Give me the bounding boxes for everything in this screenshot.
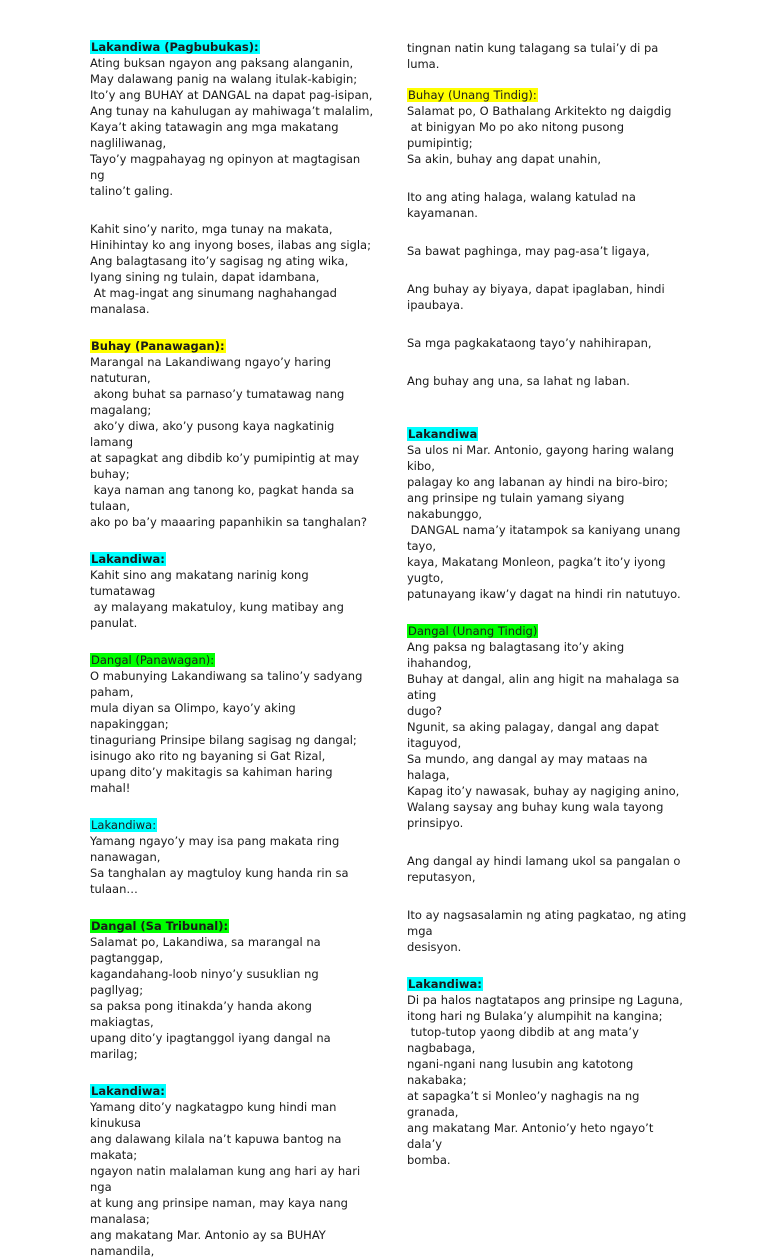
verse-line: Kahit sino’y narito, mga tunay na makata,: [90, 222, 333, 236]
speaker-heading: Buhay (Unang Tindig):: [408, 88, 537, 102]
verse-line: Iyang sining ng tulain, dapat idambana,: [90, 270, 320, 284]
verse-line: tingnan natin kung talagang sa tulai’y di pa luma.: [407, 41, 662, 71]
verse-line: ngayon natin malalaman kung ang hari ay hari nga: [90, 1164, 364, 1194]
stanza-gap: [407, 389, 692, 411]
verse-line: Ang paksa ng balagtasang ito’y aking ihahandog,: [407, 640, 628, 670]
verse-line: nagliliwanag,: [90, 136, 167, 150]
verse-line: Salamat po, O Bathalang Arkitekto ng daigdig: [407, 104, 672, 118]
verse-line: Ang dangal ay hindi lamang ukol sa pangalan o: [407, 854, 681, 868]
verse-line: buhay;: [90, 467, 130, 481]
verse-line: ako po ba’y maaaring papanhikin sa tanghalan?: [90, 515, 368, 529]
verse-line: Ang tunay na kahulugan ay mahiwaga’t malalim,: [90, 104, 374, 118]
stanza-gap: [90, 631, 375, 653]
verse-line: Ang buhay ay biyaya, dapat ipaglaban, hindi: [407, 282, 665, 296]
verse-line: kaya, Makatang Monleon, pagka’t ito’y iyong yugto,: [407, 555, 670, 585]
verse-line: ang dalawang kilala na’t kapuwa bantog na makata;: [90, 1132, 346, 1162]
verse-line: at kung ang prinsipe naman, may kaya nang: [90, 1196, 348, 1210]
stanza-gap: [407, 602, 692, 624]
speaker-heading-row: [90, 552, 375, 567]
verse-line: Tayo’y magpahayag ng opinyon at magtagisan ng: [90, 152, 364, 182]
speaker-heading: Dangal (Sa Tribunal):: [91, 919, 229, 933]
stanza-gap: [407, 72, 692, 88]
verse-line: O mabunying Lakandiwang sa talino’y sadyang: [90, 669, 363, 683]
stanza-gap: [407, 351, 692, 373]
speaker-heading: Dangal (Panawagan):: [91, 653, 215, 667]
stanza-gap: [90, 1062, 375, 1084]
speaker-heading: Buhay (Panawagan):: [91, 339, 225, 353]
verse-line: ngani-ngani nang lusubin ang katotong nakabaka;: [407, 1057, 637, 1087]
speaker-heading-row: [90, 40, 375, 55]
verse-line: at binigyan Mo po ako nitong pusong pumipintig;: [407, 120, 628, 150]
verse-line: kagandahang-loob ninyo’y susuklian ng pagllyag;: [90, 967, 323, 997]
verse-line: Sa mga pagkakataong tayo’y nahihirapan,: [407, 336, 652, 350]
verse-line: tutop-tutop yaong dibdib at ang mata’y nagbabaga,: [407, 1025, 643, 1055]
stanza-gap: [407, 831, 692, 853]
speaker-heading: Lakandiwa: [408, 427, 478, 441]
speaker-heading-row: [90, 339, 375, 354]
speaker-heading-row: [407, 88, 692, 103]
verse-line: akong buhat sa parnaso’y tumatawag nang: [90, 387, 345, 401]
stanza-gap: [407, 313, 692, 335]
verse-line: Ngunit, sa aking palagay, dangal ang dapat itaguyod,: [407, 720, 663, 750]
verse-line: Ito’y ang BUHAY at DANGAL na dapat pag-isipan,: [90, 88, 373, 102]
stanza-gap: [90, 199, 375, 221]
verse-line: ang makatang Mar. Antonio ay sa BUHAY namandila,: [90, 1228, 330, 1258]
verse-line: Ang balagtasang ito’y sagisag ng ating wika,: [90, 254, 349, 268]
verse-line: at sapagka’t si Monleo’y naghagis na ng granada,: [407, 1089, 644, 1119]
verse-line: Kapag ito’y nawasak, buhay ay nagiging anino,: [407, 784, 680, 798]
verse-line: palagay ko ang labanan ay hindi na biro-biro;: [407, 475, 669, 489]
verse-line: Di pa halos nagtatapos ang prinsipe ng Laguna,: [407, 993, 683, 1007]
stanza-gap: [90, 317, 375, 339]
verse-line: isinugo ako rito ng bayaning si Gat Rizal,: [90, 749, 326, 763]
stanza-gap: [407, 167, 692, 189]
verse-line: Yamang ngayo’y may isa pang makata ring: [90, 834, 340, 848]
verse-line: At mag-ingat ang sinumang naghahangad manalasa.: [90, 286, 341, 316]
speaker-heading: Lakandiwa:: [91, 1084, 165, 1098]
stanza-gap: [90, 897, 375, 919]
speaker-heading-row: [90, 919, 375, 934]
speaker-heading-row: [90, 818, 375, 833]
verse-line: Kahit sino ang makatang narinig kong tumatawag: [90, 568, 313, 598]
stanza-gap: [407, 221, 692, 243]
verse-line: mula diyan sa Olimpo, kayo’y aking napakinggan;: [90, 701, 300, 731]
verse-line: DANGAL nama’y itatampok sa kaniyang unang tayo,: [407, 523, 685, 553]
verse-line: Marangal na Lakandiwang ngayo’y haring natuturan,: [90, 355, 335, 385]
verse-line: ang prinsipe ng tulain yamang siyang nakabunggo,: [407, 491, 629, 521]
verse-line: Hinihintay ko ang inyong boses, ilabas ang sigla;: [90, 238, 371, 252]
speaker-heading: Lakandiwa:: [408, 977, 482, 991]
verse-line: Sa tanghalan ay magtuloy kung handa rin sa tulaan…: [90, 866, 353, 896]
verse-line: paham,: [90, 685, 134, 699]
stanza-gap: [90, 796, 375, 818]
verse-line: ang makatang Mar. Antonio’y heto ngayo’t dala’y: [407, 1121, 657, 1151]
verse-line: Sa akin, buhay ang dapat unahin,: [407, 152, 602, 166]
speaker-heading: Lakandiwa:: [91, 818, 157, 832]
verse-line: nanawagan,: [90, 850, 161, 864]
right-column: [407, 40, 692, 1168]
stanza-gap: [90, 530, 375, 552]
speaker-heading: Lakandiwa (Pagbubukas):: [91, 40, 259, 54]
verse-line: sa paksa pong itinakda’y handa akong makiagtas,: [90, 999, 316, 1029]
speaker-heading-row: [90, 653, 375, 668]
verse-line: prinsipyo.: [407, 816, 464, 830]
verse-line: dugo?: [407, 704, 443, 718]
verse-line: upang dito’y makitagis sa kahiman haring mahal!: [90, 765, 337, 795]
verse-line: ay malayang makatuloy, kung matibay ang panulat.: [90, 600, 348, 630]
stanza-gap: [407, 955, 692, 977]
speaker-heading: Lakandiwa:: [91, 552, 165, 566]
verse-line: at sapagkat ang dibdib ko’y pumipintig at may: [90, 451, 360, 465]
verse-line: Sa mundo, ang dangal ay may mataas na halaga,: [407, 752, 652, 782]
verse-line: ipaubaya.: [407, 298, 464, 312]
speaker-heading-row: [90, 1084, 375, 1099]
verse-line: upang dito’y ipagtanggol iyang dangal na marilag;: [90, 1031, 335, 1061]
verse-line: manalasa;: [90, 1212, 150, 1226]
verse-line: desisyon.: [407, 940, 462, 954]
stanza-gap: [407, 411, 692, 427]
verse-line: ako’y diwa, ako’y pusong kaya nagkatinig lamang: [90, 419, 338, 449]
verse-line: Sa bawat paghinga, may pag-asa’t ligaya,: [407, 244, 650, 258]
speaker-heading-row: [407, 624, 692, 639]
verse-line: Sa ulos ni Mar. Antonio, gayong haring walang kibo,: [407, 443, 678, 473]
verse-line: Ito ang ating halaga, walang katulad na kayamanan.: [407, 190, 640, 220]
verse-line: kaya naman ang tanong ko, pagkat handa sa tulaan,: [90, 483, 358, 513]
verse-line: Kaya’t aking tatawagin ang mga makatang: [90, 120, 339, 134]
verse-line: Yamang dito’y nagkatagpo kung hindi man kinukusa: [90, 1100, 341, 1130]
stanza-gap: [407, 259, 692, 281]
verse-line: Ito ay nagsasalamin ng ating pagkatao, ng ating mga: [407, 908, 690, 938]
verse-line: magalang;: [90, 403, 152, 417]
verse-line: Ang buhay ang una, sa lahat ng laban.: [407, 374, 630, 388]
stanza-gap: [407, 885, 692, 907]
speaker-heading-row: [407, 427, 692, 442]
verse-line: Salamat po, Lakandiwa, sa marangal na pagtanggap,: [90, 935, 325, 965]
verse-line: reputasyon,: [407, 870, 476, 884]
verse-line: Ating buksan ngayon ang paksang alanganin,: [90, 56, 354, 70]
verse-line: bomba.: [407, 1153, 451, 1167]
verse-line: patunayang ikaw’y dagat na hindi rin natutuyo.: [407, 587, 681, 601]
verse-line: Buhay at dangal, alin ang higit na mahalaga sa ating: [407, 672, 684, 702]
verse-line: itong hari ng Bulaka’y alumpihit na kangina;: [407, 1009, 663, 1023]
verse-line: tinaguriang Prinsipe bilang sagisag ng dangal;: [90, 733, 357, 747]
verse-line: May dalawang panig na walang itulak-kabigin;: [90, 72, 358, 86]
verse-line: Walang saysay ang buhay kung wala tayong: [407, 800, 664, 814]
speaker-heading-row: [407, 977, 692, 992]
left-column: [90, 40, 375, 1259]
verse-line: talino’t galing.: [90, 184, 174, 198]
speaker-heading: Dangal (Unang Tindig): [408, 624, 538, 638]
